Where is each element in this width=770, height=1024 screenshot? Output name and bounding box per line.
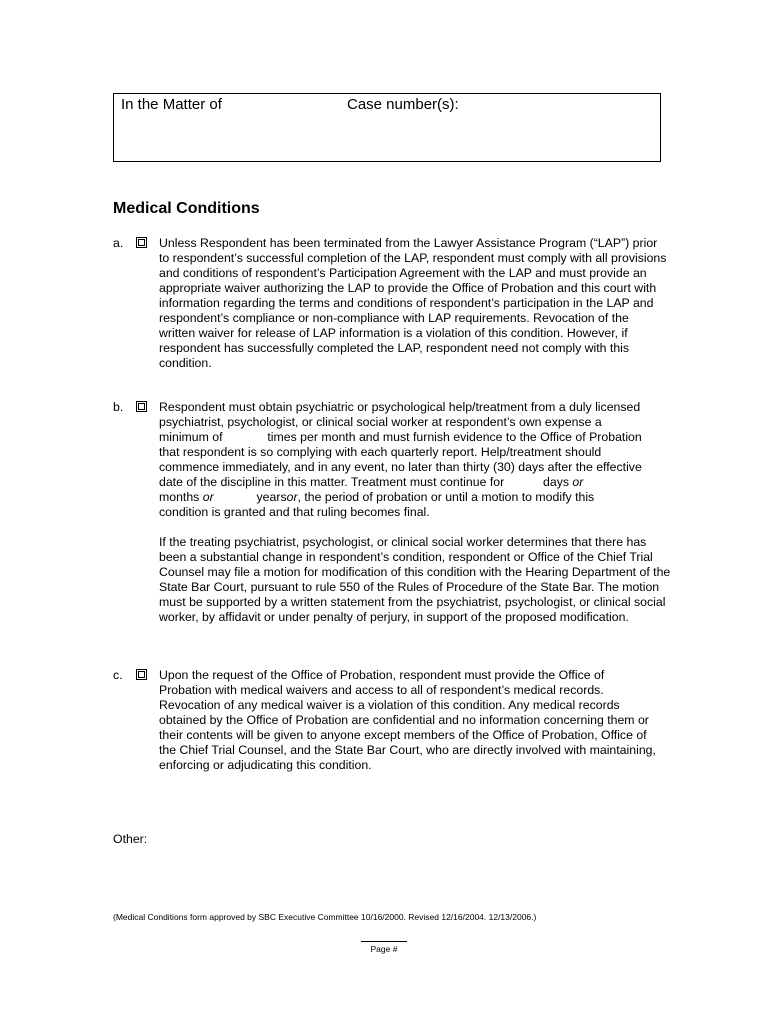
condition-c [113,668,673,773]
condition-a-checkbox[interactable] [136,237,147,248]
condition-b-checkbox[interactable] [136,401,147,412]
case-header-box [113,93,661,162]
times-per-month-text: times per month and must furnish evidence to the Office of Probation [267,430,642,444]
or-text-1: or [572,475,584,489]
condition-b-letter: b. [113,400,124,414]
section-title: Medical Conditions [113,200,260,217]
condition-b-line-4: that respondent is so complying with each quarterly report. Help/treatment should [159,445,602,459]
condition-b-line-8: condition is granted and that ruling becomes final. [159,505,430,519]
condition-b-line-7 [159,490,671,505]
condition-c-letter: c. [113,668,123,682]
page-number: Page # [370,944,398,954]
condition-a-letter: a. [113,236,124,250]
form-approval-note: (Medical Conditions form approved by SBC Executive Committee 10/16/2000. Revised 12/16/2004. 12/13/2006.) [113,912,537,922]
condition-c-checkbox[interactable] [136,669,147,680]
condition-b-line-5: commence immediately, and in any event, no later than thirty (30) days after the effective [159,460,642,474]
in-the-matter-label: In the Matter of [121,96,222,113]
days-text: days [543,475,569,489]
or-text-3: or [286,490,298,504]
condition-b-line-3 [159,430,671,445]
treatment-continue-text: date of the discipline in this matter. Treatment must continue for [159,475,505,489]
condition-c-text: Upon the request of the Office of Probation, respondent must provide the Office of Probation with medical waivers and access to all of respondent’s medical records. Revocation of any medical waiver is a violation of this condition. Any medical records obtained by the Office of Probation are confidential and no information concerning them or their contents will be given to anyone except members of the Office of Probation, Office of the Chief Trial Counsel, and the State Bar Court, who are directly involved with maintaining, enforcing or adjudicating this condition. [159,668,656,772]
condition-a [113,236,673,371]
months-text: months [159,490,200,504]
case-number-label: Case number(s): [347,96,459,113]
probation-period-text: , the period of probation or until a motion to modify this [297,490,595,504]
condition-b-line-2: psychiatrist, psychologist, or clinical social worker at respondent’s own expense a [159,415,602,429]
condition-b-line-1: Respondent must obtain psychiatric or psychological help/treatment from a duly licensed [159,400,641,414]
minimum-of-text: minimum of [159,430,223,444]
condition-b-modification-text: If the treating psychiatrist, psychologist, or clinical social worker determines that there has been a substantial change in respondent’s condition, respondent or Office of the Chief Trial Counsel may file a motion for modification of this condition with the Hearing Department of the State Bar Court, pursuant to rule 550 of the Rules of Procedure of the State Bar. The motion must be supported by a written statement from the psychiatrist, psychologist, or clinical social worker, by affidavit or under penalty of perjury, in support of the proposed modification. [159,535,671,624]
other-label: Other: [113,832,148,846]
condition-b [113,400,673,625]
condition-a-text: Unless Respondent has been terminated from the Lawyer Assistance Program (“LAP”) prior to respondent’s successful completion of the LAP, respondent must comply with all provisions and conditions of respondent’s Participation Agreement with the LAP and must provide an appropriate waiver authorizing the LAP to provide the Office of Probation and this court with information regarding the terms and conditions of respondent’s participation in the LAP and respondent’s compliance or non-compliance with LAP requirements. Revocation of the written waiver for release of LAP information is a violation of this condition. However, if respondent has successfully completed the LAP, respondent need not comply with this condition. [159,236,667,370]
or-text-2: or [202,490,214,504]
page-number-rule [361,941,407,942]
condition-b-line-6 [159,475,671,490]
years-text: years [256,490,287,504]
